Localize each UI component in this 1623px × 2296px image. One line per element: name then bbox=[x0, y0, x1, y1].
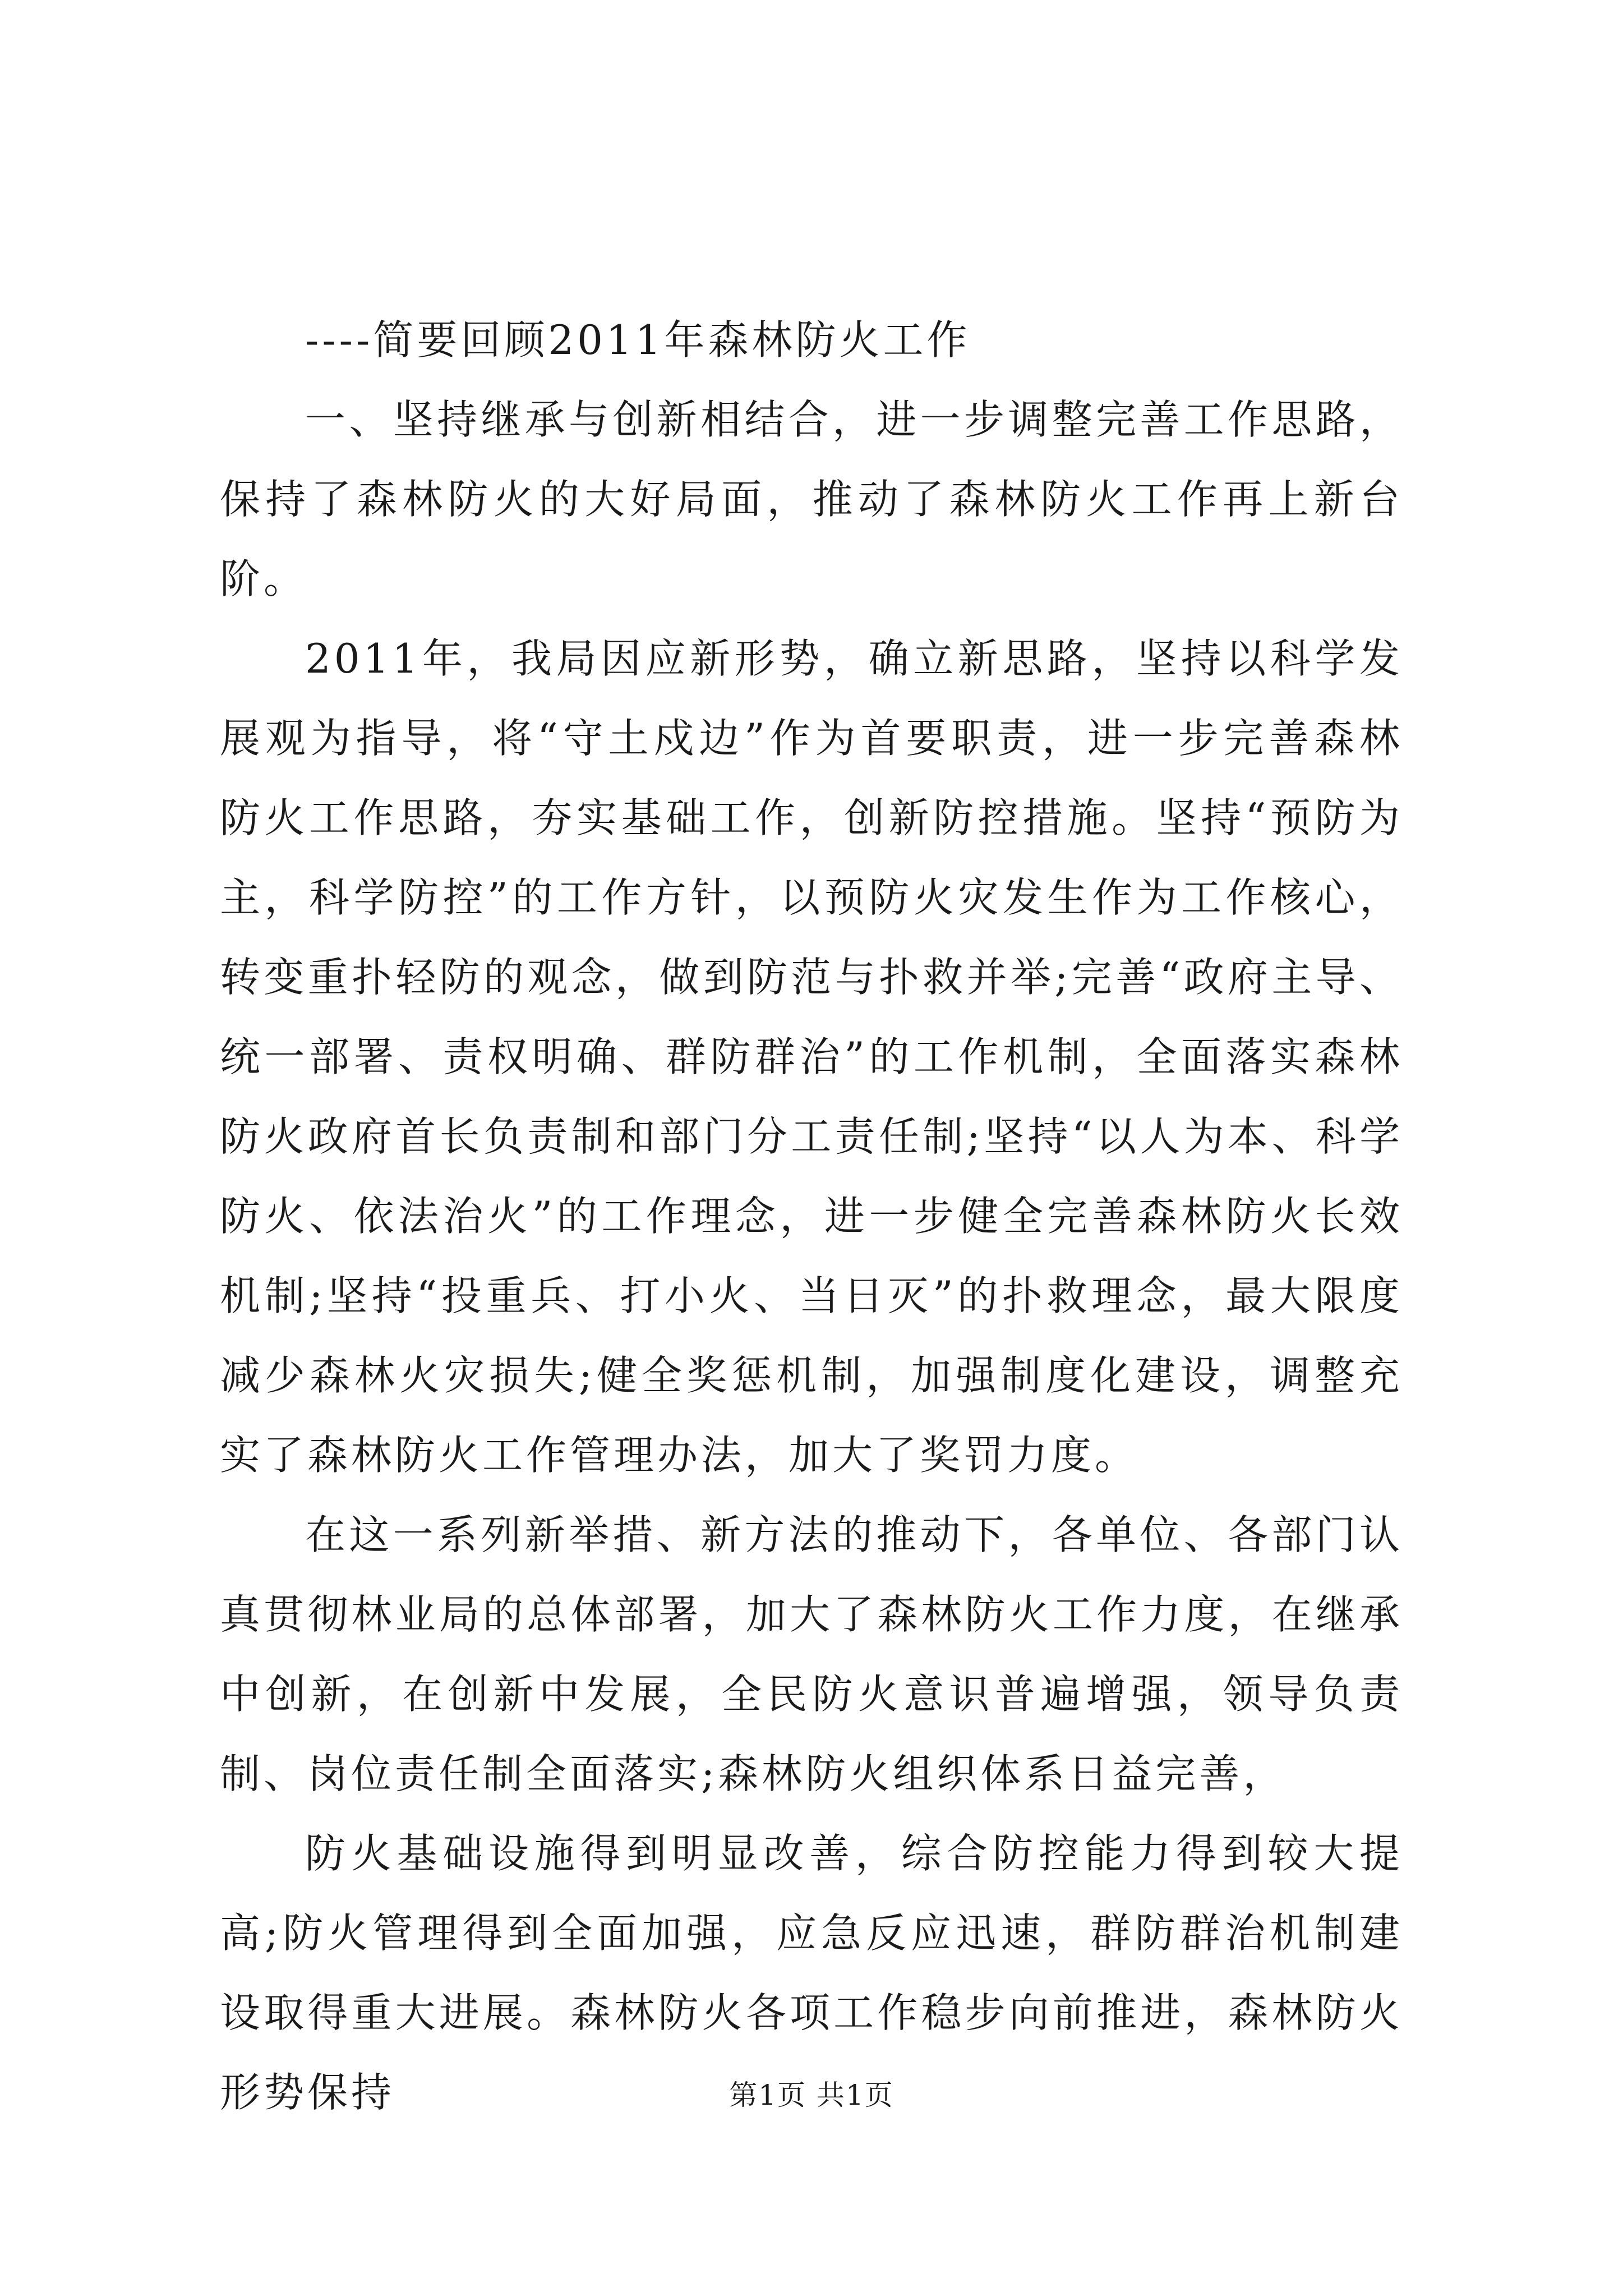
paragraph-3: 在这一系列新举措、新方法的推动下，各单位、各部门认真贯彻林业局的总体部署，加大了森林防火工作力度，在继承中创新，在创新中发展，全民防火意识普遍增强，领导负责制、岗位责任制全面落实;森林防火组织体系日益完善， bbox=[220, 1511, 1403, 1797]
document-subtitle: ----简要回顾2011年森林防火工作 bbox=[305, 316, 971, 364]
paragraph-2: 2011年，我局因应新形势，确立新思路，坚持以科学发展观为指导，将“守土戍边”作为首要职责，进一步完善森林防火工作思路，夯实基础工作，创新防控措施。坚持“预防为主，科学防控”的工作方针，以预防火灾发生作为工作核心，转变重扑轻防的观念，做到防范与扑救并举;完善“政府主导、统一部署、责权明确、群防群治”的工作机制，全面落实森林防火政府首长负责制和部门分工责任制;坚持“以人为本、科学防火、依法治火”的工作理念，进一步健全完善森林防火长效机制;坚持“投重兵、打小火、当日灭”的扑救理念，最大限度减少森林火灾损失;健全奖惩机制，加强制度化建设，调整充实了森林防火工作管理办法，加大了奖罚力度。 bbox=[220, 635, 1403, 1479]
paragraph-1: 一、坚持继承与创新相结合，进一步调整完善工作思路，保持了森林防火的大好局面，推动了森林防火工作再上新台阶。 bbox=[220, 396, 1403, 602]
document-body bbox=[220, 300, 1403, 2132]
page-number-footer: 第1页 共1页 bbox=[729, 2079, 894, 2111]
paragraph-4: 防火基础设施得到明显改善，综合防控能力得到较大提高;防火管理得到全面加强，应急反应迅速，群防群治机制建设取得重大进展。森林防火各项工作稳步向前推进，森林防火形势保持 bbox=[220, 1830, 1403, 2116]
